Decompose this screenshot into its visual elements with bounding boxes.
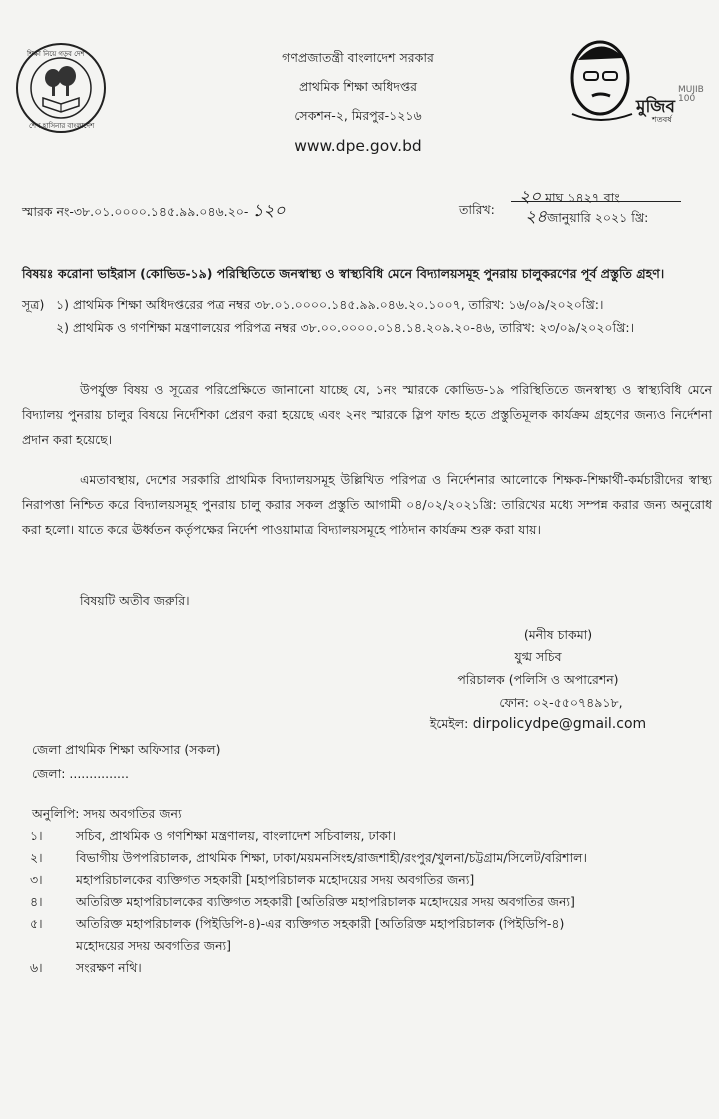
email-label: ইমেইল: — [429, 716, 469, 731]
memo-number — [22, 198, 286, 226]
recipient-line1: জেলা প্রাথমিক শিক্ষা অফিসার (সকল) — [32, 742, 221, 757]
memo-handwritten: ১২০ — [252, 201, 286, 221]
copy-list — [30, 825, 587, 979]
recipient-line2: জেলা: ............... — [32, 766, 129, 781]
list-item: ৪। অতিরিক্ত মহাপরিচালকের ব্যক্তিগত সহকারী [অতিরিক্ত মহাপরিচালক মহোদয়ের সদয় অবগতির জন্য] — [30, 894, 575, 909]
emblem-top-text: শিক্ষা নিয়ে গড়ব দেশ — [27, 50, 85, 58]
date-divider — [511, 201, 681, 202]
reference-item: ১) প্রাথমিক শিক্ষা অধিদপ্তরের পত্র নম্বর ৩৮.০১.০০০০.১৪৫.৯৯.০৪৬.২০.১০০৭, তারিখ: ১৬/০৯/২০২০খ্রি:। — [56, 297, 604, 312]
date-english — [525, 204, 648, 232]
letterhead — [258, 50, 458, 164]
mujib-100-logo — [548, 30, 706, 130]
signatory-email — [378, 716, 698, 736]
signatory-role: পরিচালক (পলিসি ও অপারেশন) — [457, 672, 619, 687]
date-label: তারিখ: — [459, 202, 495, 217]
website-link[interactable]: www.dpe.gov.bd — [294, 137, 422, 155]
copy-label: অনুলিপি: সদয় অবগতির জন্য — [32, 806, 182, 821]
body-paragraph: উপর্যুক্ত বিষয় ও সূত্রের পরিপ্রেক্ষিতে জানানো যাচ্ছে যে, ১নং স্মারকে কোভিড-১৯ পরিস্থিতিতে জনস্বাস্থ্য ও স্বাস্থ্যবিধি মেনে বিদ্যালয় পুনরায় চালুর বিষয়ে নির্দেশিকা প্রেরণ করা হয়েছে এবং ২নং স্মারকে স্লিপ ফান্ড হতে প্রস্তুতিমূলক কার্যক্রম গ্রহণের জন্যও নির্দেশনা প্রদান করা হয়েছে। — [22, 382, 712, 447]
reference-item: ২) প্রাথমিক ও গণশিক্ষা মন্ত্রণালয়ের পরিপত্র নম্বর ৩৮.০০.০০০০.০১৪.১৪.২০৯.২০-৪৬, তারিখ: ২৩/০৯/২০২০খ্রি:। — [56, 320, 635, 335]
mujib-badge: MUJIB 100 — [678, 85, 704, 104]
list-item: ৬। সংরক্ষণ নথি। — [30, 960, 142, 975]
date-bangla-hand: ২০ — [519, 187, 542, 207]
government-name: গণপ্রজাতন্ত্রী বাংলাদেশ সরকার — [282, 50, 434, 65]
email-link[interactable]: dirpolicydpe@gmail.com — [472, 716, 647, 732]
signatory-title: যুগ্ম সচিব — [514, 649, 562, 664]
signatory-name: (মনীষ চাকমা) — [523, 627, 593, 642]
date-english-hand: ২৪ — [525, 207, 548, 227]
subject-text: করোনা ভাইরাস (কোভিড-১৯) পরিস্থিতিতে জনস্বাস্থ্য ও স্বাস্থ্যবিধি মেনে বিদ্যালয়সমূহ পুনরায় চালুকরণের পূর্ব প্রস্তুতি গ্রহণ। — [57, 266, 665, 281]
signatory-phone: ফোন: ০২-৫৫০৭৪৯১৮, — [499, 695, 623, 710]
mujib-subtext: শতবর্ষ — [652, 115, 672, 124]
memo-prefix: স্মারক নং-৩৮.০১.০০০০.১৪৫.৯৯.০৪৬.২০- — [22, 204, 249, 219]
list-item: ৫। অতিরিক্ত মহাপরিচালক (পিইডিপি-৪)-এর ব্যক্তিগত সহকারী [অতিরিক্ত মহাপরিচালক (পিইডিপি-৪) — [30, 916, 565, 931]
subject-label: বিষয়ঃ — [22, 266, 54, 281]
date-bangla-rest: মাঘ ১৪২৭ বাং — [545, 190, 620, 205]
mujib-portrait-icon — [548, 30, 706, 130]
urgent-note: বিষয়টি অতীব জরুরি। — [80, 593, 190, 608]
body-paragraph: এমতাবস্থায়, দেশের সরকারি প্রাথমিক বিদ্যালয়সমূহ উল্লিখিত পরিপত্র ও নির্দেশনার আলোকে শিক্ষক-শিক্ষার্থী-কর্মচারীদের স্বাস্থ্য নিরাপত্তা নিশ্চিত করে বিদ্যালয়সমূহ পুনরায় চালু করার সকল প্রস্তুতি আগামী ০৪/০২/২০২১খ্রি: তারিখের মধ্যে সম্পন্ন করার জন্য অনুরোধ করা হলো। যাতে করে ঊর্ধ্বতন কর্তৃপক্ষের নির্দেশ পাওয়ামাত্র বিদ্যালয়সমূহে পাঠদান কার্যক্রম শুরু করা যায়। — [22, 472, 712, 537]
date-english-rest: জানুয়ারি ২০২১ খ্রি: — [547, 210, 649, 225]
references-label: সূত্র) — [22, 297, 45, 312]
school-emblem-logo — [15, 42, 107, 134]
subject — [22, 264, 707, 284]
references — [22, 293, 712, 339]
department-name: প্রাথমিক শিক্ষা অধিদপ্তর — [298, 79, 418, 94]
list-item: ৩। মহাপরিচালকের ব্যক্তিগত সহকারী [মহাপরিচালক মহোদয়ের সদয় অবগতির জন্য] — [30, 872, 475, 887]
list-item-continuation: মহোদয়ের সদয় অবগতির জন্য] — [76, 938, 232, 953]
list-item: ১। সচিব, প্রাথমিক ও গণশিক্ষা মন্ত্রণালয়, বাংলাদেশ সচিবালয়, ঢাকা। — [30, 828, 397, 843]
emblem-bottom-text: শেখ হাসিনার বাংলাদেশ — [29, 122, 95, 130]
mujib-text: মুজিব — [636, 97, 675, 117]
office-address: সেকশন-২, মিরপুর-১২১৬ — [294, 108, 422, 123]
list-item: ২। বিভাগীয় উপপরিচালক, প্রাথমিক শিক্ষা, ঢাকা/ময়মনসিংহ/রাজশাহী/রংপুর/খুলনা/চট্টগ্রাম/সিলেট/বরিশাল। — [30, 850, 587, 865]
